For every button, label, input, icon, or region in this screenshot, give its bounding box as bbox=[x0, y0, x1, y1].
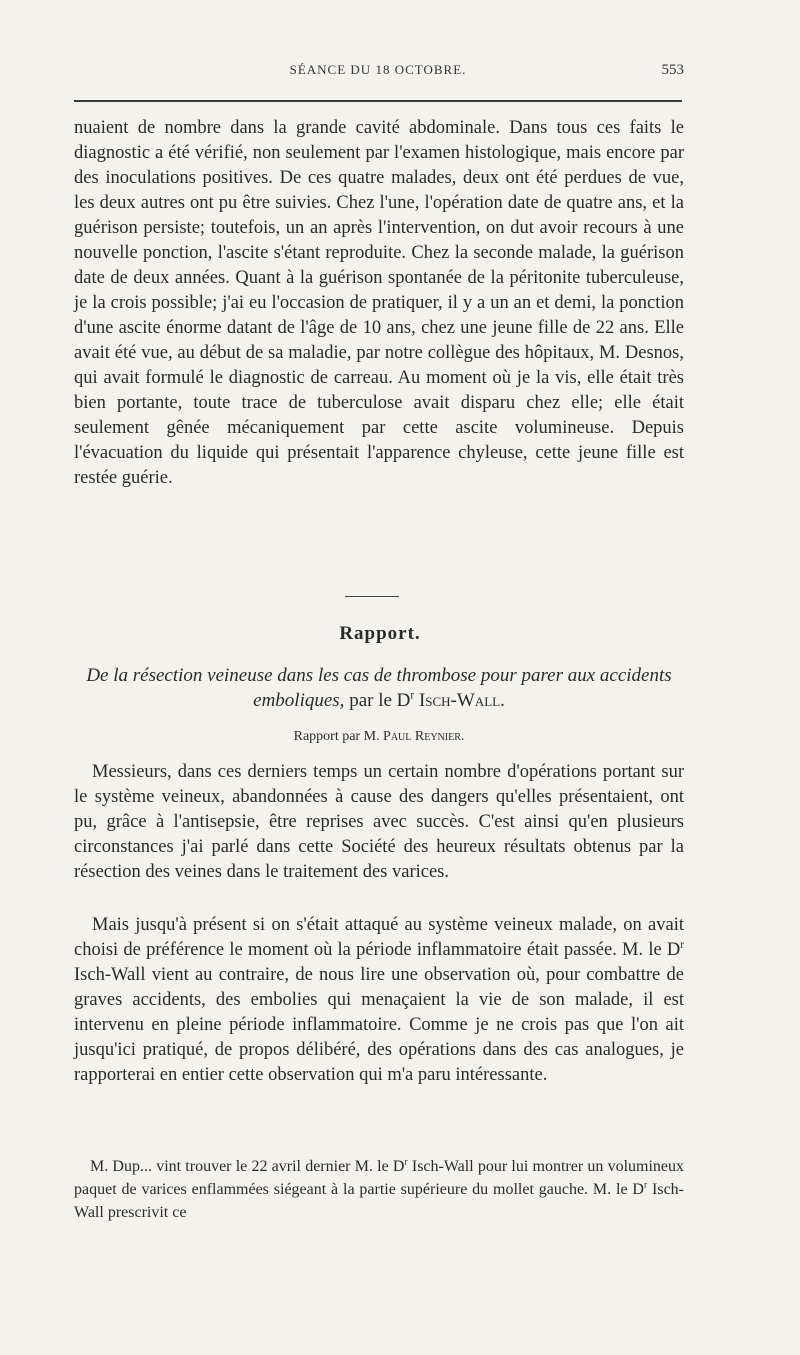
subtitle-italic: De la résection veineuse dans les cas de thrombose pour parer aux accidents emboliques, bbox=[86, 665, 672, 711]
byline-prefix: Rapport par M. bbox=[293, 729, 380, 744]
section-separator bbox=[345, 596, 399, 597]
p3-part-a: Mais jusqu'à présent si on s'était attaqué au système veineux malade, on avait choisi de préférence le moment où la période inflammatoire était passée. M. le D bbox=[74, 915, 684, 960]
report-byline bbox=[74, 729, 684, 745]
byline-author: Paul Reynier. bbox=[383, 729, 465, 744]
page-number: 553 bbox=[661, 62, 684, 78]
obs-part-c: Isch-Wall prescrivit ce bbox=[74, 1181, 684, 1221]
header-rule bbox=[74, 100, 682, 102]
obs-part-b: Isch-Wall pour lui montrer un volumineux paquet de varices enflammées siégeant à la partie supérieure du mollet gauche. M. le D bbox=[74, 1158, 684, 1198]
report-paragraph-2 bbox=[74, 913, 684, 1088]
obs-part-a: M. Dup... vint trouver le 22 avril dernier M. le D bbox=[90, 1158, 405, 1175]
p3-sup: r bbox=[680, 938, 684, 951]
subtitle-sup: r bbox=[410, 689, 415, 702]
observation-paragraph bbox=[74, 1155, 684, 1224]
p3-part-b: Isch-Wall vient au contraire, de nous lire une observation où, pour combattre de graves accidents, des embolies qui menaçaient la vie de son malade, il est intervenu en pleine période inflammatoire. Comme je ne crois pas que l'on ait jusqu'ici pratiqué, de propos délibéré, des opérations dans des cas analogues, je rapporterai en entier cette observation qui m'a paru intéressante. bbox=[74, 965, 684, 1085]
obs-sup-1: r bbox=[404, 1156, 408, 1168]
report-subtitle bbox=[74, 663, 684, 713]
running-head: SÉANCE DU 18 OCTOBRE. bbox=[289, 62, 467, 77]
subtitle-author: Isch-Wall. bbox=[418, 690, 505, 711]
obs-sup-2: r bbox=[643, 1179, 648, 1191]
section-title: Rapport. bbox=[339, 623, 421, 644]
subtitle-by: par le D bbox=[349, 690, 411, 711]
page-header bbox=[72, 62, 684, 86]
paragraph-continued: nuaient de nombre dans la grande cavité abdominale. Dans tous ces faits le diagnostic a été vérifié, non seulement par l'examen histologique, mais encore par des inoculations positives. De ces quatre malades, deux ont été perdues de vue, les deux autres ont pu être suivies. Chez l'une, l'opération date de quatre ans, et la guérison persiste; toutefois, un an après l'intervention, on dut avoir recours à une nouvelle ponction, l'ascite s'étant reproduite. Chez la seconde malade, la guérison date de deux années. Quant à la guérison spontanée de la péritonite tuberculeuse, je la crois possible; j'ai eu l'occasion de pratiquer, il y a un an et demi, la ponction d'une ascite énorme datant de l'âge de 10 ans, chez une jeune fille de 22 ans. Elle avait été vue, au début de sa maladie, par notre collègue des hôpitaux, M. Desnos, qui avait formulé le diagnostic de carreau. Au moment où je la vis, elle était très bien portante, toute trace de tuberculose avait disparu chez elle; elle était seulement gênée mécaniquement par cette ascite volumineuse. Depuis l'évacuation du liquide qui présentait l'apparence chyleuse, cette jeune fille est restée guérie. bbox=[74, 118, 684, 488]
report-paragraph-1: Messieurs, dans ces derniers temps un certain nombre d'opérations portant sur le système veineux, abandonnées à cause des dangers qu'elles présentaient, ont pu, grâce à l'antisepsie, être reprises avec succès. C'est ainsi qu'en plusieurs circonstances j'ai parlé dans cette Société des heureux résultats obtenus par la résection des veines dans le traitement des varices. bbox=[74, 762, 684, 882]
